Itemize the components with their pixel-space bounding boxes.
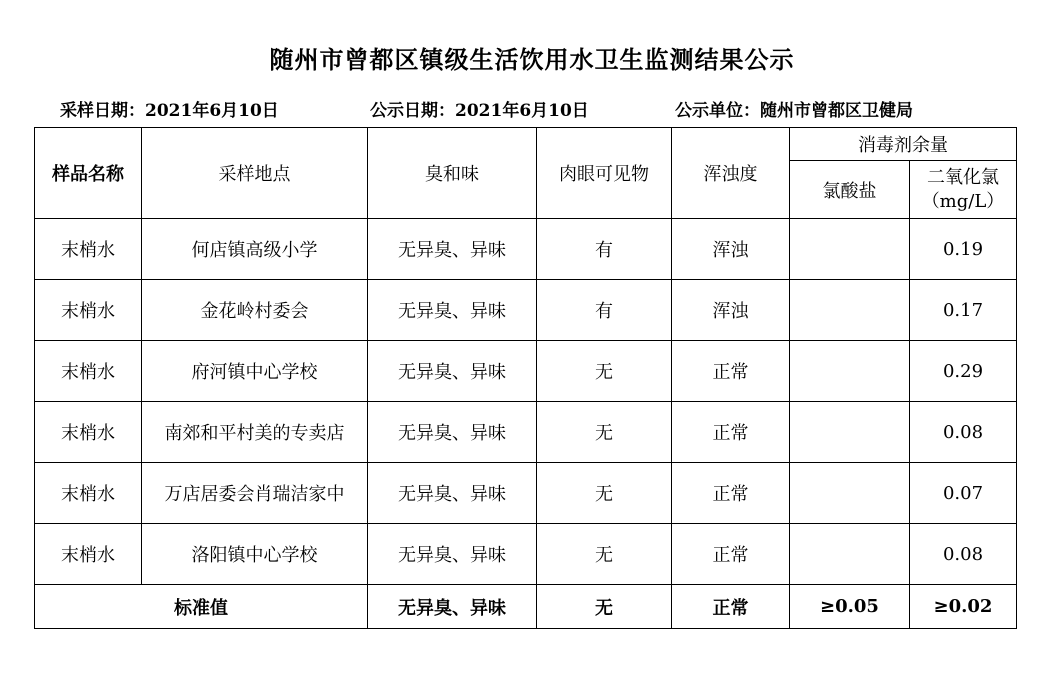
cell-sample-name: 末梢水 (35, 341, 142, 402)
header-sample-name: 样品名称 (35, 128, 142, 219)
standard-turbidity: 正常 (672, 585, 790, 629)
cell-location: 金花岭村委会 (142, 280, 368, 341)
cell-chlorate (790, 219, 910, 280)
standard-label: 标准值 (35, 585, 368, 629)
table-row (35, 280, 1017, 341)
table-row (35, 463, 1017, 524)
cell-location: 何店镇高级小学 (142, 219, 368, 280)
cell-location: 万店居委会肖瑞洁家中 (142, 463, 368, 524)
publish-date: 公示日期：2021年6月10日 (370, 101, 589, 121)
cell-turbidity: 浑浊 (672, 280, 790, 341)
cell-turbidity: 正常 (672, 402, 790, 463)
cell-sample-name: 末梢水 (35, 219, 142, 280)
cell-chlorate (790, 463, 910, 524)
cell-chlorate (790, 402, 910, 463)
header-chlorine-dioxide-label: 二氧化氯 (927, 166, 999, 188)
header-sample-location: 采样地点 (142, 128, 368, 219)
cell-odor-taste: 无异臭、异味 (368, 280, 537, 341)
header-row (35, 128, 1017, 161)
cell-turbidity: 正常 (672, 341, 790, 402)
cell-location: 南郊和平村美的专卖店 (142, 402, 368, 463)
cell-turbidity: 正常 (672, 463, 790, 524)
cell-sample-name: 末梢水 (35, 402, 142, 463)
cell-turbidity: 浑浊 (672, 219, 790, 280)
table-row (35, 341, 1017, 402)
publishing-unit: 公示单位：随州市曾都区卫健局 (675, 101, 913, 121)
cell-location: 洛阳镇中心学校 (142, 524, 368, 585)
standard-visible-matter: 无 (537, 585, 672, 629)
cell-turbidity: 正常 (672, 524, 790, 585)
standard-chlorate: ≥0.05 (790, 585, 910, 629)
cell-sample-name: 末梢水 (35, 524, 142, 585)
cell-odor-taste: 无异臭、异味 (368, 341, 537, 402)
cell-visible-matter: 无 (537, 524, 672, 585)
cell-chlorine-dioxide: 0.08 (910, 524, 1017, 585)
cell-chlorate (790, 341, 910, 402)
table-row (35, 524, 1017, 585)
cell-visible-matter: 无 (537, 463, 672, 524)
page-title: 随州市曾都区镇级生活饮用水卫生监测结果公示 (269, 46, 795, 74)
cell-chlorine-dioxide: 0.08 (910, 402, 1017, 463)
sampling-date: 采样日期：2021年6月10日 (60, 101, 279, 121)
cell-chlorine-dioxide: 0.19 (910, 219, 1017, 280)
cell-odor-taste: 无异臭、异味 (368, 463, 537, 524)
cell-sample-name: 末梢水 (35, 463, 142, 524)
header-disinfectant-residual: 消毒剂余量 (790, 128, 1017, 161)
cell-odor-taste: 无异臭、异味 (368, 219, 537, 280)
cell-chlorine-dioxide: 0.29 (910, 341, 1017, 402)
cell-visible-matter: 无 (537, 341, 672, 402)
cell-visible-matter: 有 (537, 219, 672, 280)
standard-odor-taste: 无异臭、异味 (368, 585, 537, 629)
cell-odor-taste: 无异臭、异味 (368, 402, 537, 463)
cell-chlorate (790, 524, 910, 585)
results-table (34, 127, 1017, 629)
cell-chlorine-dioxide: 0.07 (910, 463, 1017, 524)
standard-chlorine-dioxide: ≥0.02 (910, 585, 1017, 629)
cell-chlorate (790, 280, 910, 341)
header-chlorine-dioxide-unit: （mg/L） (921, 190, 1005, 212)
cell-visible-matter: 有 (537, 280, 672, 341)
standard-row (35, 585, 1017, 629)
cell-odor-taste: 无异臭、异味 (368, 524, 537, 585)
header-chlorate: 氯酸盐 (790, 161, 910, 219)
header-chlorine-dioxide (910, 161, 1017, 219)
cell-location: 府河镇中心学校 (142, 341, 368, 402)
header-visible-matter: 肉眼可见物 (537, 128, 672, 219)
table-row (35, 219, 1017, 280)
table-row (35, 402, 1017, 463)
cell-visible-matter: 无 (537, 402, 672, 463)
cell-sample-name: 末梢水 (35, 280, 142, 341)
header-turbidity: 浑浊度 (672, 128, 790, 219)
header-odor-taste: 臭和味 (368, 128, 537, 219)
cell-chlorine-dioxide: 0.17 (910, 280, 1017, 341)
